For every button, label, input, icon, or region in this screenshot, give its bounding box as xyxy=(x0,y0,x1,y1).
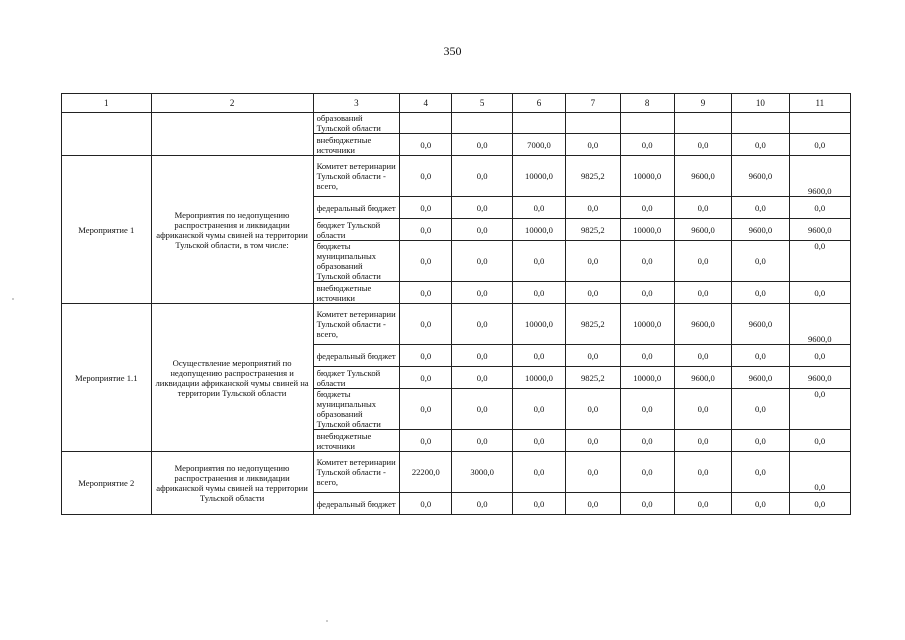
amount-cell: 0,0 xyxy=(452,219,512,241)
amount-cell: 0,0 xyxy=(566,282,620,304)
amount-cell: 0,0 xyxy=(566,389,620,430)
table-row xyxy=(62,452,851,493)
amount-cell: 0,0 xyxy=(400,304,452,345)
amount-cell-col11: 9600,0 xyxy=(789,219,850,241)
amount-cell xyxy=(400,113,452,134)
amount-cell: 0,0 xyxy=(732,345,789,367)
amount-cell: 0,0 xyxy=(512,452,565,493)
amount-cell: 0,0 xyxy=(674,345,731,367)
amount-cell: 0,0 xyxy=(400,219,452,241)
amount-cell: 0,0 xyxy=(452,282,512,304)
amount-cell: 0,0 xyxy=(674,389,731,430)
amount-cell-col11: 0,0 xyxy=(789,430,850,452)
measure-description: Мероприятия по недопущению распространения и ликвидации африканской чумы свиней на территории Тульской области xyxy=(151,452,313,515)
funding-source: Комитет ветеринарии Тульской области - всего, xyxy=(313,452,400,493)
amount-cell: 0,0 xyxy=(400,389,452,430)
table-body xyxy=(62,113,851,515)
amount-cell: 0,0 xyxy=(732,389,789,430)
amount-cell xyxy=(620,113,674,134)
amount-cell: 0,0 xyxy=(452,430,512,452)
funding-source: бюджеты муниципальных образований Тульской области xyxy=(313,241,400,282)
amount-cell: 0,0 xyxy=(620,345,674,367)
amount-cell-col11: 9600,0 xyxy=(789,156,850,197)
funding-source: внебюджетные источники xyxy=(313,282,400,304)
table-row xyxy=(62,304,851,345)
amount-cell-col11: 0,0 xyxy=(789,134,850,156)
amount-cell: 0,0 xyxy=(452,241,512,282)
amount-cell: 0,0 xyxy=(674,134,731,156)
funding-source: федеральный бюджет xyxy=(313,345,400,367)
amount-cell-col11: 9600,0 xyxy=(789,367,850,389)
measure-description xyxy=(151,113,313,156)
amount-cell: 0,0 xyxy=(732,493,789,515)
funding-source: бюджеты муниципальных образований Тульской области xyxy=(313,389,400,430)
amount-cell: 0,0 xyxy=(400,134,452,156)
amount-cell: 10000,0 xyxy=(620,304,674,345)
amount-cell: 9600,0 xyxy=(674,367,731,389)
measure-name: Мероприятие 1 xyxy=(62,156,152,304)
amount-cell: 0,0 xyxy=(566,493,620,515)
column-header: 6 xyxy=(512,94,565,113)
scan-speck xyxy=(12,298,14,300)
amount-cell: 0,0 xyxy=(512,430,565,452)
amount-cell xyxy=(732,113,789,134)
column-header: 10 xyxy=(732,94,789,113)
amount-cell: 0,0 xyxy=(620,197,674,219)
header-row xyxy=(62,94,851,113)
amount-cell: 0,0 xyxy=(452,156,512,197)
amount-cell: 0,0 xyxy=(400,367,452,389)
measure-name xyxy=(62,113,152,156)
amount-cell: 10000,0 xyxy=(512,367,565,389)
amount-cell: 0,0 xyxy=(512,389,565,430)
amount-cell: 9600,0 xyxy=(732,367,789,389)
amount-cell: 10000,0 xyxy=(512,156,565,197)
amount-cell: 9825,2 xyxy=(566,156,620,197)
amount-cell: 0,0 xyxy=(400,493,452,515)
amount-cell: 0,0 xyxy=(512,197,565,219)
amount-cell-col11: 0,0 xyxy=(789,197,850,219)
amount-cell: 3000,0 xyxy=(452,452,512,493)
amount-cell: 0,0 xyxy=(566,430,620,452)
page-number: 350 xyxy=(443,44,462,58)
amount-cell-col11 xyxy=(789,113,850,134)
budget-table xyxy=(61,93,851,515)
amount-cell: 0,0 xyxy=(452,134,512,156)
amount-cell: 0,0 xyxy=(566,197,620,219)
amount-cell: 9825,2 xyxy=(566,219,620,241)
amount-cell: 10000,0 xyxy=(512,219,565,241)
amount-cell-col11: 0,0 xyxy=(789,241,850,282)
amount-cell: 9600,0 xyxy=(732,219,789,241)
column-header: 4 xyxy=(400,94,452,113)
funding-source: внебюджетные источники xyxy=(313,430,400,452)
amount-cell: 0,0 xyxy=(732,452,789,493)
column-header: 3 xyxy=(313,94,400,113)
amount-cell: 0,0 xyxy=(566,134,620,156)
amount-cell: 0,0 xyxy=(400,197,452,219)
table-row xyxy=(62,113,851,134)
measure-name: Мероприятие 1.1 xyxy=(62,304,152,452)
column-header: 5 xyxy=(452,94,512,113)
amount-cell: 22200,0 xyxy=(400,452,452,493)
amount-cell: 0,0 xyxy=(620,493,674,515)
amount-cell: 0,0 xyxy=(452,345,512,367)
amount-cell-col11: 0,0 xyxy=(789,389,850,430)
amount-cell xyxy=(452,113,512,134)
funding-source: бюджет Тульской области xyxy=(313,219,400,241)
amount-cell: 0,0 xyxy=(452,493,512,515)
amount-cell: 9825,2 xyxy=(566,367,620,389)
amount-cell: 0,0 xyxy=(400,156,452,197)
amount-cell xyxy=(566,113,620,134)
amount-cell: 9825,2 xyxy=(566,304,620,345)
column-header: 1 xyxy=(62,94,152,113)
amount-cell-col11: 9600,0 xyxy=(789,304,850,345)
column-header: 11 xyxy=(789,94,850,113)
amount-cell: 0,0 xyxy=(674,493,731,515)
funding-source: внебюджетные источники xyxy=(313,134,400,156)
funding-source: федеральный бюджет xyxy=(313,493,400,515)
amount-cell: 0,0 xyxy=(452,367,512,389)
amount-cell: 0,0 xyxy=(620,452,674,493)
amount-cell: 0,0 xyxy=(400,241,452,282)
amount-cell-col11: 0,0 xyxy=(789,493,850,515)
funding-source: Комитет ветеринарии Тульской области - всего, xyxy=(313,304,400,345)
amount-cell: 0,0 xyxy=(674,241,731,282)
amount-cell: 0,0 xyxy=(512,493,565,515)
amount-cell xyxy=(674,113,731,134)
amount-cell: 0,0 xyxy=(620,241,674,282)
amount-cell: 0,0 xyxy=(732,241,789,282)
amount-cell: 0,0 xyxy=(400,345,452,367)
amount-cell: 9600,0 xyxy=(674,156,731,197)
table-row xyxy=(62,156,851,197)
amount-cell: 0,0 xyxy=(400,282,452,304)
amount-cell: 0,0 xyxy=(400,430,452,452)
amount-cell xyxy=(512,113,565,134)
amount-cell: 0,0 xyxy=(732,430,789,452)
amount-cell: 0,0 xyxy=(674,197,731,219)
measure-description: Осуществление мероприятий по недопущению распространения и ликвидации африканской чумы свиней на территории Тульской области xyxy=(151,304,313,452)
amount-cell: 10000,0 xyxy=(620,367,674,389)
amount-cell: 0,0 xyxy=(732,197,789,219)
amount-cell: 0,0 xyxy=(512,241,565,282)
amount-cell: 0,0 xyxy=(512,345,565,367)
scan-speck xyxy=(326,620,328,622)
funding-source: бюджет Тульской области xyxy=(313,367,400,389)
amount-cell: 9600,0 xyxy=(674,304,731,345)
amount-cell: 0,0 xyxy=(732,134,789,156)
amount-cell: 9600,0 xyxy=(732,304,789,345)
amount-cell: 7000,0 xyxy=(512,134,565,156)
amount-cell-col11: 0,0 xyxy=(789,452,850,493)
amount-cell: 0,0 xyxy=(566,241,620,282)
amount-cell: 0,0 xyxy=(674,452,731,493)
column-header: 8 xyxy=(620,94,674,113)
amount-cell: 0,0 xyxy=(566,345,620,367)
amount-cell: 9600,0 xyxy=(732,156,789,197)
measure-description: Мероприятия по недопущению распространения и ликвидации африканской чумы свиней на территории Тульской области, в том числе: xyxy=(151,156,313,304)
amount-cell: 0,0 xyxy=(452,197,512,219)
amount-cell: 0,0 xyxy=(674,430,731,452)
amount-cell-col11: 0,0 xyxy=(789,282,850,304)
amount-cell: 10000,0 xyxy=(512,304,565,345)
measure-name: Мероприятие 2 xyxy=(62,452,152,515)
amount-cell: 0,0 xyxy=(452,304,512,345)
amount-cell: 9600,0 xyxy=(674,219,731,241)
funding-source: федеральный бюджет xyxy=(313,197,400,219)
amount-cell: 0,0 xyxy=(620,134,674,156)
amount-cell: 0,0 xyxy=(620,282,674,304)
amount-cell: 0,0 xyxy=(674,282,731,304)
amount-cell: 0,0 xyxy=(566,452,620,493)
column-header: 9 xyxy=(674,94,731,113)
funding-source: образований Тульской области xyxy=(313,113,400,134)
amount-cell: 0,0 xyxy=(620,389,674,430)
column-header: 7 xyxy=(566,94,620,113)
amount-cell: 10000,0 xyxy=(620,156,674,197)
amount-cell: 10000,0 xyxy=(620,219,674,241)
amount-cell: 0,0 xyxy=(452,389,512,430)
funding-source: Комитет ветеринарии Тульской области - всего, xyxy=(313,156,400,197)
column-header: 2 xyxy=(151,94,313,113)
amount-cell-col11: 0,0 xyxy=(789,345,850,367)
amount-cell: 0,0 xyxy=(620,430,674,452)
amount-cell: 0,0 xyxy=(732,282,789,304)
amount-cell: 0,0 xyxy=(512,282,565,304)
